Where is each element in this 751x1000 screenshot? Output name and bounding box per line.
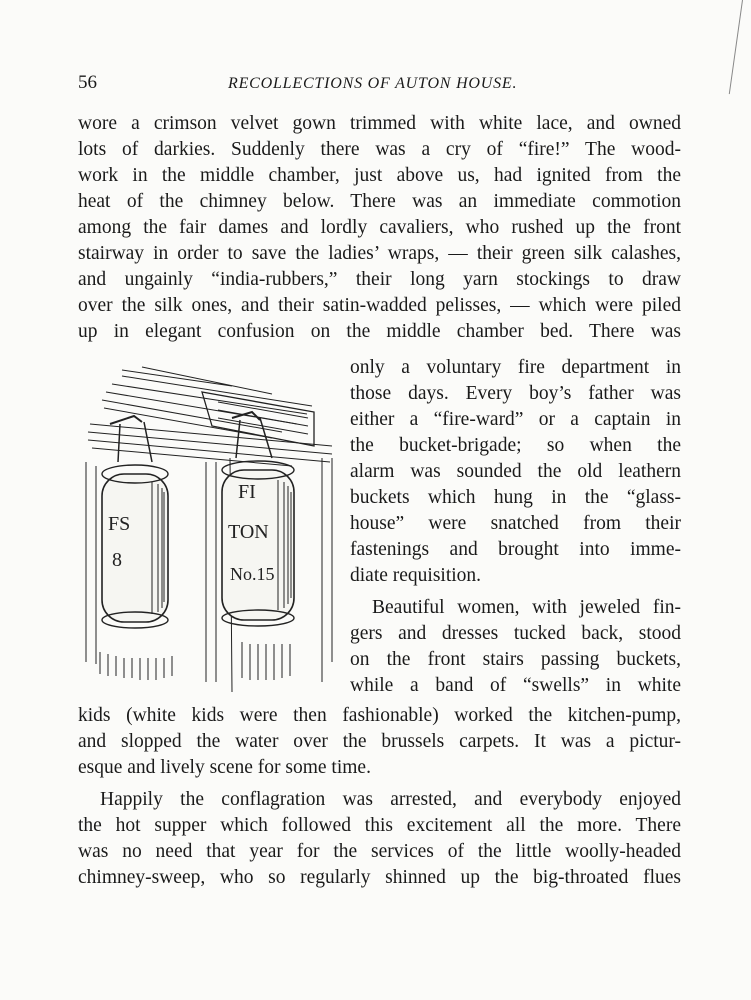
text-line: Beautiful women, with jeweled fin-	[372, 597, 681, 618]
text-line: buckets which hung in the “glass-	[350, 487, 681, 508]
text-line: alarm was sounded the old leathern	[350, 461, 681, 482]
right-bucket-label-line-1: FI	[238, 481, 256, 503]
text-line: gers and dresses tucked back, stood	[350, 623, 681, 644]
page-number: 56	[78, 72, 97, 93]
text-line: chimney-sweep, who so regularly shinned up the big-throated flues	[78, 867, 681, 888]
text-line: the hot supper which followed this excitement all the more. There	[78, 815, 681, 836]
text-line: over the silk ones, and their satin-wadded pelisses, — which were piled	[78, 295, 681, 316]
running-title: RECOLLECTIONS OF AUTON HOUSE.	[228, 75, 518, 92]
page-header	[78, 72, 681, 98]
text-line: stairway in order to save the ladies’ wraps, — their green silk calashes,	[78, 243, 681, 264]
text-line: and ungainly “india-rubbers,” their long yarn stockings to draw	[78, 269, 681, 290]
page-edge-line	[729, 0, 743, 94]
text-line: those days. Every boy’s father was	[350, 383, 681, 404]
text-line: among the fair dames and lordly cavaliers, who rushed up the front	[78, 217, 681, 238]
right-bucket-label-line-2: TON	[228, 521, 269, 543]
left-bucket-label-line-2: 8	[112, 549, 122, 571]
text-line: was no need that year for the services of the little woolly-headed	[78, 841, 681, 862]
leather-buckets-illustration	[82, 362, 337, 694]
text-line: the bucket-brigade; so when the	[350, 435, 681, 456]
text-line: either a “fire-ward” or a captain in	[350, 409, 681, 430]
text-line: Happily the conflagration was arrested, and everybody enjoyed	[100, 789, 681, 810]
text-line: work in the middle chamber, just above us, had ignited from the	[78, 165, 681, 186]
text-line: and slopped the water over the brussels carpets. It was a pictur-	[78, 731, 681, 752]
text-line: diate requisition.	[350, 565, 482, 586]
left-bucket-label-line-1: FS	[108, 513, 131, 535]
text-line: fastenings and brought into imme-	[350, 539, 681, 560]
text-line: on the front stairs passing buckets,	[350, 649, 681, 670]
text-line: up in elegant confusion on the middle chamber bed. There was	[78, 321, 681, 342]
text-line: while a band of “swells” in white	[350, 675, 681, 696]
text-line: kids (white kids were then fashionable) worked the kitchen-pump,	[78, 705, 681, 726]
rail-hatching	[88, 424, 332, 466]
text-line: only a voluntary fire department in	[350, 357, 681, 378]
text-line: esque and lively scene for some time.	[78, 757, 371, 778]
text-line: wore a crimson velvet gown trimmed with white lace, and owned	[78, 113, 681, 134]
right-bucket-drawing	[222, 412, 294, 626]
ceiling-beam-hatching	[102, 367, 314, 446]
text-line: heat of the chimney below. There was an immediate commotion	[78, 191, 681, 212]
text-line: lots of darkies. Suddenly there was a cry of “fire!” The wood-	[78, 139, 681, 160]
right-bucket-label-line-3: No.15	[230, 564, 275, 584]
text-line: house” were snatched from their	[350, 513, 681, 534]
